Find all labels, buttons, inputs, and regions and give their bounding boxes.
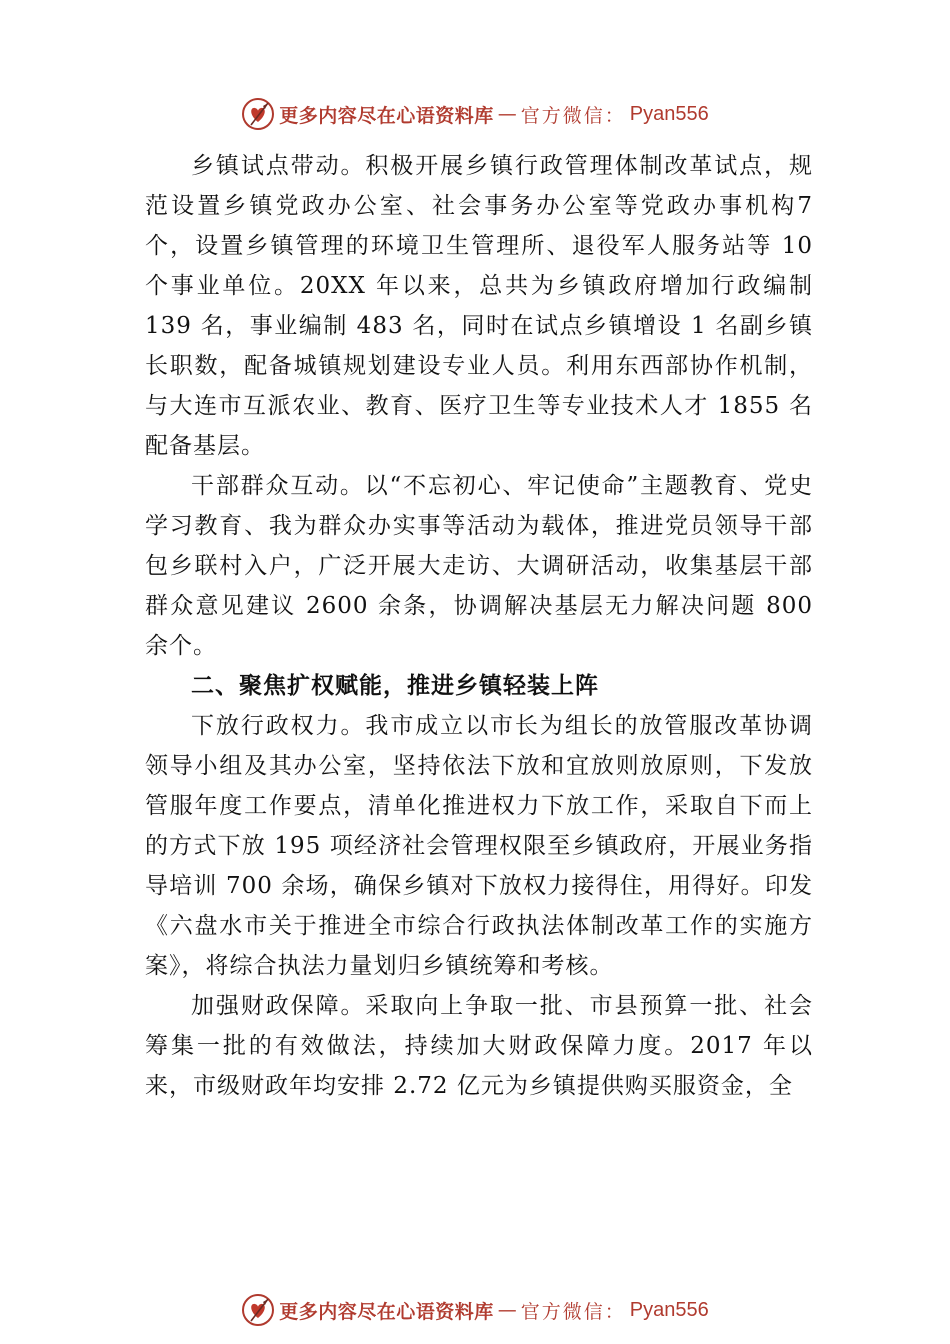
document-body <box>145 146 813 1106</box>
banner-wechat-label: 官方微信： <box>520 104 626 127</box>
section-heading: 二、聚焦扩权赋能，推进乡镇轻装上阵 <box>191 673 599 699</box>
banner-wechat-id: Pyan556 <box>629 102 709 125</box>
header-banner <box>0 92 950 136</box>
banner-text: 更多内容尽在心语资料库 <box>279 1300 494 1323</box>
paragraph: 干部群众互动。以“不忘初心、牢记使命”主题教育、党史学习教育、我为群众办实事等活动为载体，推进党员领导干部包乡联村入户，广泛开展大走访、大调研活动，收集基层干部群众意见建议 2600 余条，协调解决基层无力解决问题 800 余个。 <box>145 473 813 659</box>
banner-wechat-id: Pyan556 <box>629 1298 709 1321</box>
banner-wechat-label: 官方微信： <box>520 1300 626 1323</box>
banner-separator: — <box>497 1299 517 1321</box>
footer-banner <box>0 1288 950 1332</box>
banner-text: 更多内容尽在心语资料库 <box>279 104 494 127</box>
paragraph: 下放行政权力。我市成立以市长为组长的放管服改革协调领导小组及其办公室，坚持依法下放和宜放则放原则，下发放管服年度工作要点，清单化推进权力下放工作，采取自下而上的方式下放 195 项经济社会管理权限至乡镇政府，开展业务指导培训 700 余场，确保乡镇对下放权力接得住，用得好。印发《六盘水市关于推进全市综合行政执法体制改革工作的实施方案》，将综合执法力量划归乡镇统筹和考核。 <box>145 713 813 979</box>
quill-heart-logo-icon <box>241 97 275 131</box>
quill-heart-logo-icon <box>241 1293 275 1327</box>
paragraph: 乡镇试点带动。积极开展乡镇行政管理体制改革试点，规范设置乡镇党政办公室、社会事务办公室等党政办事机构7 个，设置乡镇管理的环境卫生管理所、退役军人服务站等 10 个事业单位。20XX 年以来，总共为乡镇政府增加行政编制 139 名，事业编制 483 名，同时在试点乡镇增设 1 名副乡镇长职数，配备城镇规划建设专业人员。利用东西部协作机制，与大连市互派农业、教育、医疗卫生等专业技术人才 1855 名配备基层。 <box>145 153 813 459</box>
paragraph: 加强财政保障。采取向上争取一批、市县预算一批、社会筹集一批的有效做法，持续加大财政保障力度。2017 年以来，市级财政年均安排 2.72 亿元为乡镇提供购买服资金，全 <box>145 993 813 1099</box>
banner-separator: — <box>497 103 517 125</box>
